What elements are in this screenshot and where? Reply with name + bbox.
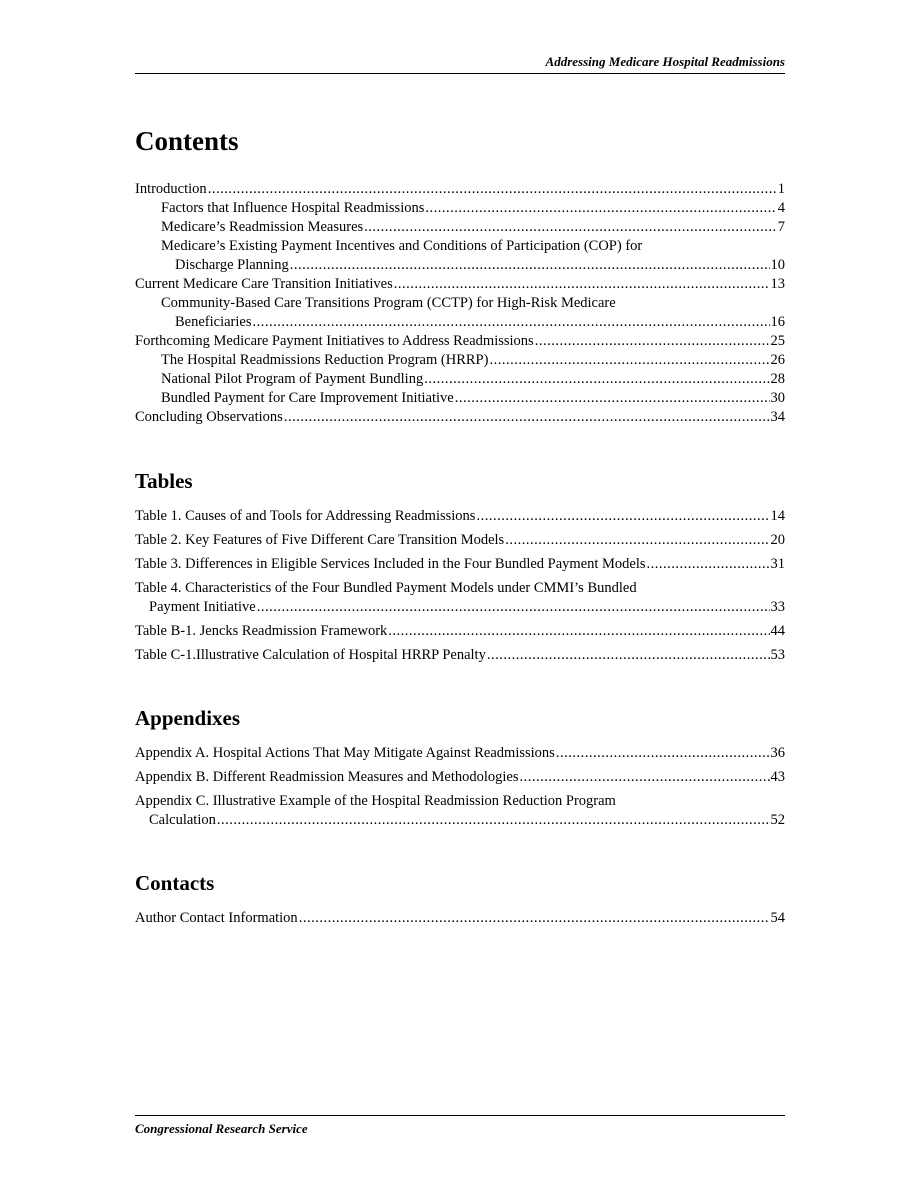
toc-entry[interactable] [135,389,785,408]
toc-entry[interactable] [135,408,785,427]
toc-entry-title: Table 1. Causes of and Tools for Addressing Readmissions [135,508,476,524]
toc-entry[interactable] [135,332,785,351]
toc-entry[interactable] [135,531,785,550]
toc-entry-title: Table B-1. Jencks Readmission Framework [135,623,388,639]
toc-page-number: 54 [770,910,785,926]
toc-entry[interactable] [135,294,785,332]
dot-leader [217,811,770,830]
toc-entry[interactable] [135,351,785,370]
toc-entry-title: The Hospital Readmissions Reduction Program (HRRP) [161,352,489,368]
toc-entry-title: Calculation [149,812,216,828]
toc-entry-title-line: Community-Based Care Transitions Program (CCTP) for High-Risk Medicare [161,295,616,311]
toc-entry-title: Bundled Payment for Care Improvement Initiative [161,390,454,406]
dot-leader [425,199,776,218]
dot-leader [424,370,769,389]
dot-leader [388,622,769,641]
toc-entry-title: Current Medicare Care Transition Initiatives [135,276,393,292]
toc-page-number: 34 [770,409,785,425]
toc-page-number: 13 [770,276,785,292]
appendixes-heading: Appendixes [135,706,241,730]
toc-page-number: 33 [770,599,785,615]
dot-leader [284,408,770,427]
dot-leader [520,768,770,787]
contacts-heading: Contacts [135,871,215,895]
appendixes-list [135,744,785,830]
toc-entry[interactable] [135,579,785,617]
dot-leader [647,555,770,574]
dot-leader [290,256,770,275]
toc-entry-title: Concluding Observations [135,409,283,425]
toc-page-number: 16 [770,314,785,330]
toc-page-number: 30 [770,390,785,406]
dot-leader [476,507,769,526]
toc-entry[interactable] [135,622,785,641]
toc-entry[interactable] [135,909,785,928]
toc-page-number: 4 [777,200,785,216]
footer-org: Congressional Research Service [135,1121,308,1136]
dot-leader [455,389,770,408]
toc-entry[interactable] [135,744,785,763]
toc-entry[interactable] [135,199,785,218]
tables-heading: Tables [135,469,193,493]
toc-entry-title-line: Table 4. Characteristics of the Four Bundled Payment Models under CMMI’s Bundled [135,580,637,596]
toc-entry[interactable] [135,555,785,574]
toc-entry[interactable] [135,275,785,294]
toc-page-number: 31 [770,556,785,572]
toc-entry[interactable] [135,370,785,389]
toc-page-number: 26 [770,352,785,368]
toc-entry-title: Payment Initiative [149,599,256,615]
toc-entry-title-line: Medicare’s Existing Payment Incentives and Conditions of Participation (COP) for [161,238,643,254]
dot-leader [394,275,770,294]
toc-entry[interactable] [135,646,785,665]
toc-page-number: 20 [770,532,785,548]
toc-page-number: 36 [770,745,785,761]
toc-entry-title: Introduction [135,181,207,197]
toc-entry-title: Table 2. Key Features of Five Different Care Transition Models [135,532,505,548]
toc-page-number: 28 [770,371,785,387]
toc-entry-title: Table 3. Differences in Eligible Services Included in the Four Bundled Payment Models [135,556,646,572]
tables-list [135,507,785,665]
toc-entry-title: Author Contact Information [135,910,298,926]
contents-heading: Contents [135,126,239,156]
toc-entry-title: Beneficiaries [175,314,252,330]
dot-leader [257,598,770,617]
toc-page-number: 1 [777,181,785,197]
toc-page-number: 25 [770,333,785,349]
toc-entry-title: Forthcoming Medicare Payment Initiatives to Address Readmissions [135,333,534,349]
dot-leader [364,218,777,237]
toc-page-number: 7 [777,219,785,235]
header-rule [135,73,785,74]
dot-leader [535,332,770,351]
toc-entry[interactable] [135,768,785,787]
dot-leader [487,646,770,665]
dot-leader [299,909,770,928]
contents-list [135,180,785,427]
toc-entry-title: Medicare’s Readmission Measures [161,219,364,235]
footer-rule [135,1115,785,1116]
dot-leader [253,313,770,332]
toc-page-number: 14 [770,508,785,524]
toc-entry-title: Appendix B. Different Readmission Measures and Methodologies [135,769,519,785]
dot-leader [208,180,777,199]
toc-page-number: 53 [770,647,785,663]
toc-entry-title: Appendix A. Hospital Actions That May Mitigate Against Readmissions [135,745,555,761]
toc-entry[interactable] [135,218,785,237]
dot-leader [489,351,769,370]
table-of-contents [135,122,785,933]
toc-entry[interactable] [135,507,785,526]
toc-page-number: 43 [770,769,785,785]
toc-entry-title: Table C-1.Illustrative Calculation of Hospital HRRP Penalty [135,647,486,663]
toc-entry-title: Discharge Planning [175,257,289,273]
toc-entry[interactable] [135,792,785,830]
contacts-list [135,909,785,928]
toc-entry-title: National Pilot Program of Payment Bundling [161,371,424,387]
toc-entry[interactable] [135,237,785,275]
dot-leader [505,531,769,550]
toc-page-number: 10 [770,257,785,273]
running-header: Addressing Medicare Hospital Readmissions [545,54,785,69]
toc-entry-title-line: Appendix C. Illustrative Example of the Hospital Readmission Reduction Program [135,793,616,809]
toc-page-number: 52 [770,812,785,828]
toc-entry-title: Factors that Influence Hospital Readmissions [161,200,425,216]
dot-leader [556,744,770,763]
toc-page-number: 44 [770,623,785,639]
toc-entry[interactable] [135,180,785,199]
